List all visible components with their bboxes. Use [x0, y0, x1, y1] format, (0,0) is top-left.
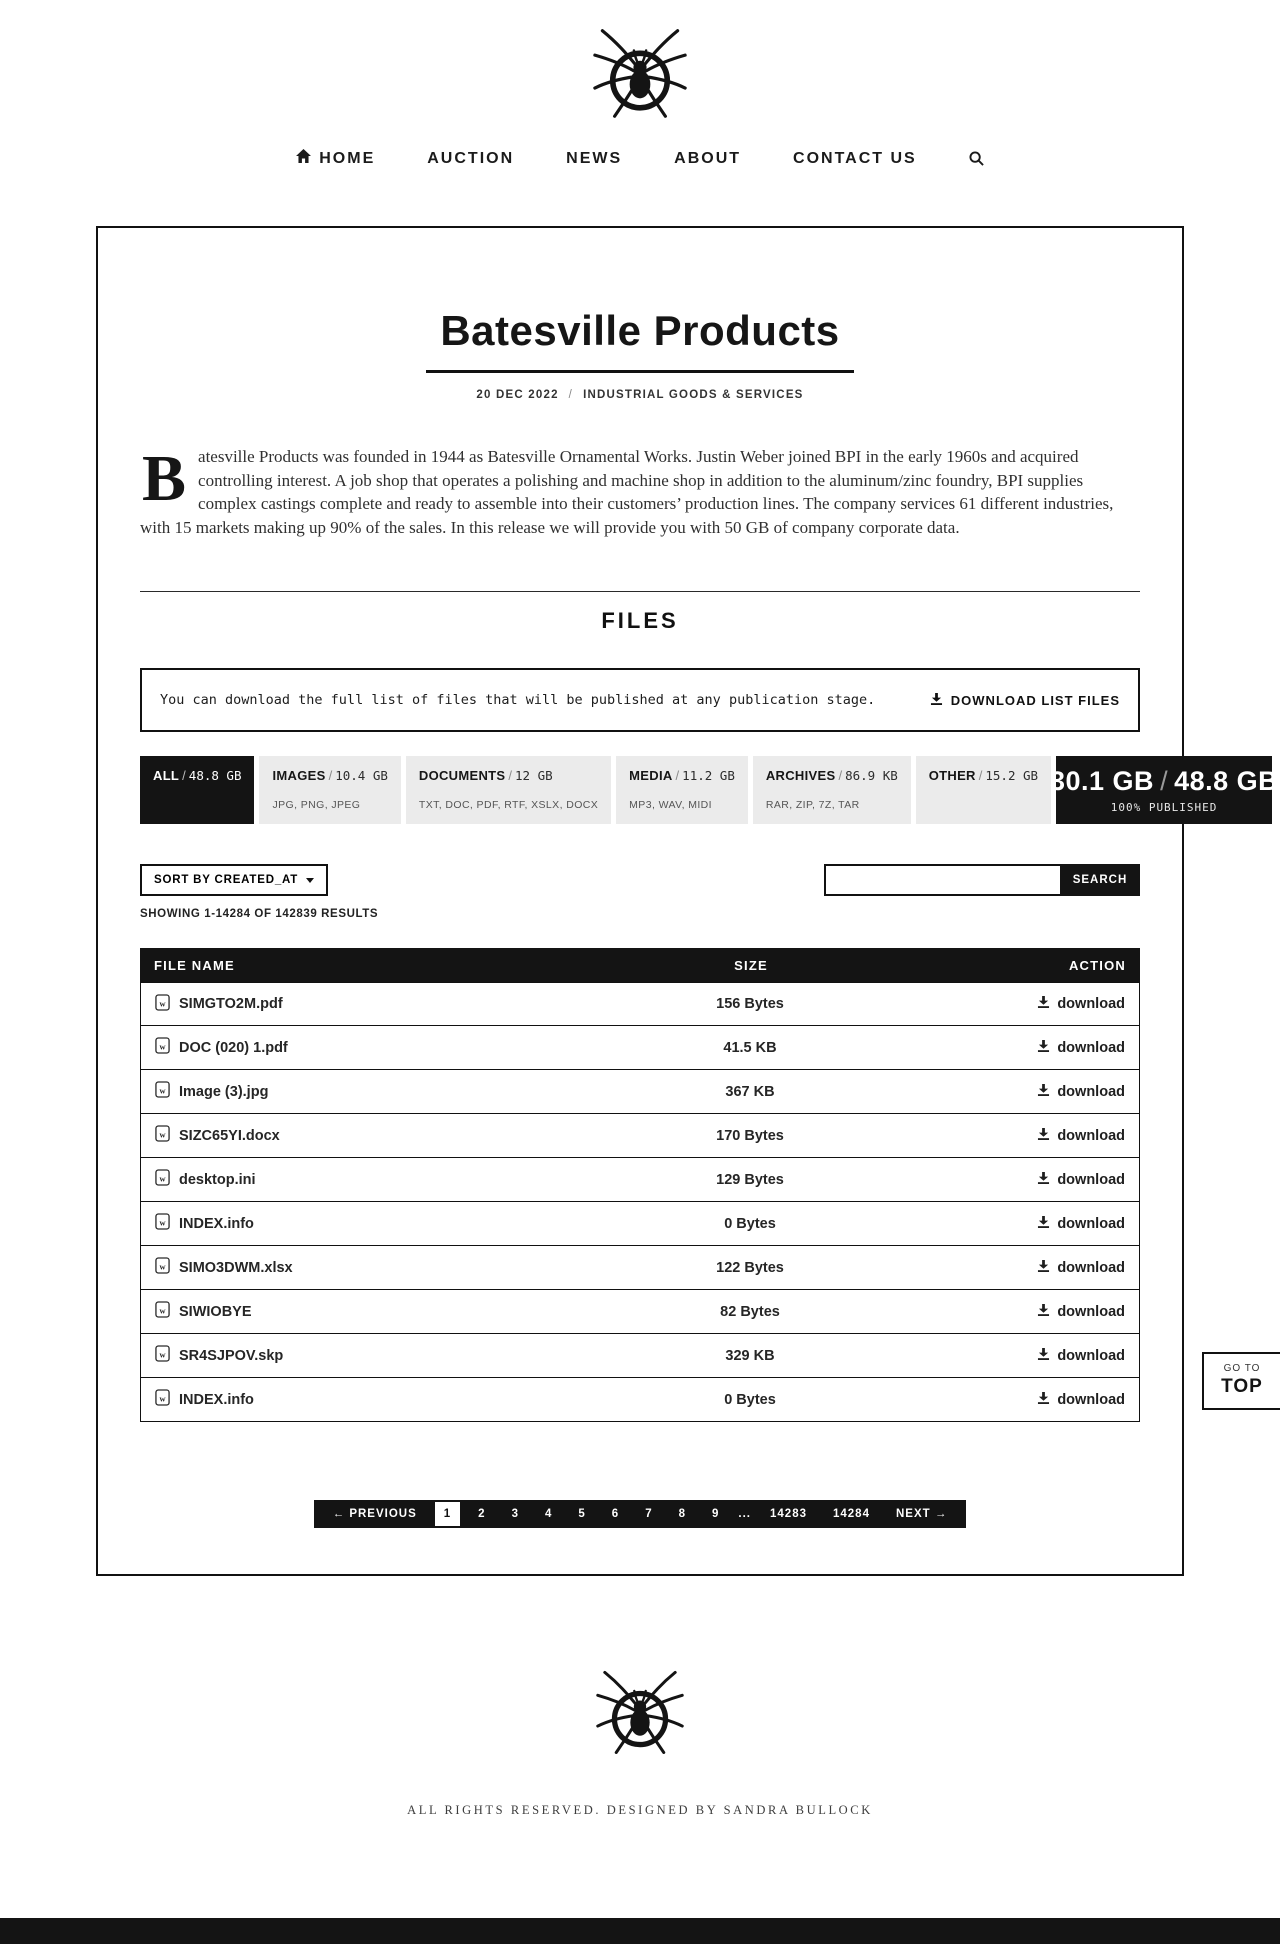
filter-tab-line [153, 768, 241, 783]
main-nav [0, 149, 1280, 168]
file-name: Image (3).jpg [179, 1083, 269, 1100]
sort-by-button[interactable] [140, 864, 328, 896]
filter-tab-label: MEDIA [629, 768, 673, 783]
file-name: SIMO3DWM.xlsx [179, 1259, 293, 1276]
search-input[interactable] [824, 864, 1060, 896]
file-name: desktop.ini [179, 1171, 256, 1188]
doc-icon [155, 1301, 170, 1322]
published-status: 100% PUBLISHED [1110, 801, 1218, 814]
site-footer [0, 1668, 1280, 1818]
file-name: SIWIOBYE [179, 1303, 252, 1320]
table-row [140, 1026, 1140, 1070]
download-link[interactable] [1037, 1172, 1125, 1188]
filter-tabs [140, 756, 1279, 824]
file-action-cell [915, 1259, 1125, 1277]
download-icon [1037, 1304, 1050, 1320]
svg-text:w: w [159, 1041, 166, 1052]
table-row [140, 1202, 1140, 1246]
post-date: 20 DEC 2022 [476, 389, 559, 402]
download-icon [1037, 1128, 1050, 1144]
published-total: 48.8 GB [1174, 766, 1279, 796]
doc-icon [155, 1081, 170, 1102]
pagination-page-8[interactable]: 8 [678, 1508, 687, 1520]
filter-tab-size: 10.4 GB [335, 768, 388, 783]
filter-tab-media[interactable] [616, 756, 748, 824]
filter-tab-label: DOCUMENTS [418, 768, 506, 783]
download-link[interactable] [1037, 1216, 1125, 1232]
bottom-bar [0, 1918, 1280, 1944]
nav-item-contact-us[interactable] [793, 150, 917, 168]
post-head [140, 308, 1140, 401]
file-name-cell [155, 1213, 585, 1234]
file-name: DOC (020) 1.pdf [179, 1039, 288, 1056]
sort-by-label: SORT BY CREATED_AT [154, 874, 299, 886]
file-size-cell: 0 Bytes [724, 1391, 776, 1408]
filter-tab-separator: / [978, 768, 983, 783]
published-current: 30.1 GB [1050, 766, 1155, 796]
pagination-page-3[interactable]: 3 [511, 1508, 519, 1520]
footer-text: ALL RIGHTS RESERVED. DESIGNED BY SANDRA BULLOCK [407, 1803, 873, 1817]
table-row [140, 1378, 1140, 1422]
filter-tab-types: MP3, WAV, MIDI [629, 799, 712, 811]
filter-tab-documents[interactable] [406, 756, 611, 824]
table-row [140, 1114, 1140, 1158]
filter-tab-separator: / [182, 768, 186, 783]
filter-tab-line [419, 768, 598, 783]
filter-tab-label: ALL [153, 768, 180, 783]
doc-icon [155, 1345, 170, 1366]
notice-text: You can download the full list of files that will be published at any publication stage. [160, 692, 876, 708]
filter-tab-size: 86.9 KB [845, 768, 898, 783]
download-icon [930, 693, 943, 708]
download-list-files-button[interactable] [930, 693, 1120, 708]
dropcap: B [142, 442, 187, 516]
spider-logo [592, 26, 688, 120]
file-size-cell: 82 Bytes [720, 1303, 780, 1320]
filter-tab-label: OTHER [928, 768, 976, 783]
doc-icon [155, 1037, 170, 1058]
svg-text:w: w [159, 998, 166, 1009]
column-header-size: SIZE [734, 957, 768, 973]
file-name: SR4SJPOV.skp [179, 1347, 284, 1364]
download-label: download [1057, 1127, 1125, 1144]
pagination-page-14283[interactable]: 14283 [770, 1508, 807, 1520]
svg-text:w: w [159, 1173, 166, 1184]
table-row [140, 1290, 1140, 1334]
files-heading: FILES [601, 608, 679, 633]
download-label: download [1057, 996, 1125, 1012]
filter-tab-line [929, 768, 1038, 783]
filter-tab-line [766, 768, 898, 783]
filter-tab-separator: / [675, 768, 680, 783]
pagination-page-7[interactable]: 7 [645, 1508, 653, 1520]
nav-item-auction[interactable] [427, 150, 514, 168]
file-action-cell [915, 1127, 1125, 1145]
file-name-cell [155, 1389, 585, 1410]
file-name: SIZC65YI.docx [179, 1127, 280, 1144]
download-icon [1037, 1260, 1050, 1276]
download-label: download [1057, 1171, 1125, 1188]
pagination-page-1[interactable]: 1 [435, 1502, 460, 1526]
download-list-label: DOWNLOAD LIST FILES [950, 692, 1120, 708]
file-name: INDEX.info [179, 1391, 254, 1408]
file-name-cell [155, 1037, 585, 1058]
file-name-cell [155, 1081, 585, 1102]
file-name: INDEX.info [179, 1215, 254, 1232]
file-name-cell [155, 994, 585, 1015]
download-notice-strip [140, 668, 1140, 732]
pagination-wrap [140, 1500, 1140, 1528]
results-count: SHOWING 1-14284 OF 142839 RESULTS [140, 908, 379, 920]
nav-item-label: CONTACT US [793, 149, 917, 167]
site-header [0, 0, 1280, 168]
svg-text:w: w [159, 1305, 166, 1316]
column-header-action: ACTION [1068, 957, 1126, 973]
filter-tab-archives[interactable] [753, 756, 911, 824]
download-link[interactable] [1037, 1040, 1125, 1056]
search-group [824, 864, 1140, 896]
download-icon [1037, 1216, 1050, 1232]
pagination-page-9[interactable]: 9 [712, 1508, 720, 1520]
file-size-cell: 129 Bytes [716, 1171, 784, 1188]
published-size [1050, 766, 1278, 797]
pagination-ellipsis: ... [738, 1508, 752, 1520]
svg-text:w: w [159, 1393, 166, 1404]
table-row [140, 1158, 1140, 1202]
download-label: download [1057, 1303, 1125, 1320]
nav-item-label: NEWS [566, 149, 623, 167]
pagination-page-2[interactable]: 2 [478, 1508, 486, 1520]
download-link[interactable] [1037, 1392, 1125, 1408]
file-size-cell: 367 KB [725, 1083, 775, 1100]
download-label: download [1057, 1259, 1125, 1276]
filter-tab-all[interactable] [140, 756, 254, 824]
file-name-cell [155, 1125, 585, 1146]
file-name-cell [155, 1345, 585, 1366]
file-size-cell: 0 Bytes [724, 1215, 776, 1232]
download-label: download [1057, 1347, 1125, 1364]
table-row [140, 1246, 1140, 1290]
filter-tab-label: ARCHIVES [765, 768, 836, 783]
file-action-cell [915, 1303, 1125, 1321]
search-icon[interactable] [969, 151, 984, 166]
nav-item-home[interactable] [296, 149, 375, 168]
download-label: download [1057, 1215, 1125, 1232]
download-icon [1037, 1084, 1050, 1100]
svg-text:w: w [159, 1085, 166, 1096]
filter-tab-types: JPG, PNG, JPEG [272, 799, 361, 811]
file-table [140, 948, 1140, 1422]
filter-tab-size: 11.2 GB [682, 768, 735, 783]
nav-item-about[interactable] [674, 150, 741, 168]
doc-icon [155, 1125, 170, 1146]
file-action-cell [915, 995, 1125, 1013]
caret-down-icon [306, 878, 314, 883]
pagination-page-4[interactable]: 4 [544, 1508, 553, 1520]
nav-item-label: ABOUT [674, 149, 742, 167]
file-size-cell: 156 Bytes [716, 996, 784, 1012]
download-link[interactable] [1037, 1084, 1125, 1100]
download-link[interactable] [1037, 1304, 1125, 1320]
filter-tab-images[interactable] [259, 756, 400, 824]
post-meta [140, 389, 1140, 401]
download-icon [1037, 1392, 1050, 1408]
download-label: download [1057, 1039, 1125, 1056]
file-name-cell [155, 1257, 585, 1278]
file-action-cell [915, 1039, 1125, 1057]
file-action-cell [915, 1391, 1125, 1409]
nav-item-label: AUCTION [427, 149, 515, 167]
filter-tab-types: RAR, ZIP, 7Z, TAR [765, 799, 860, 811]
download-link[interactable] [1037, 1348, 1125, 1364]
file-table-body [140, 982, 1140, 1422]
page-title: Batesville Products [426, 308, 853, 373]
file-table-header [140, 948, 1140, 982]
svg-text:w: w [159, 1261, 166, 1272]
filter-tab-line [629, 768, 735, 783]
svg-text:w: w [159, 1217, 166, 1228]
file-name-cell [155, 1301, 585, 1322]
download-label: download [1057, 1083, 1125, 1100]
table-row [140, 1334, 1140, 1378]
file-action-cell [915, 1171, 1125, 1189]
column-header-file-name: FILE NAME [154, 957, 235, 973]
pagination-next[interactable]: NEXT → [895, 1508, 948, 1520]
published-separator: / [1160, 766, 1169, 796]
download-label: download [1057, 1391, 1125, 1408]
filter-tab-size: 48.8 GB [188, 768, 242, 783]
file-size-cell: 329 KB [725, 1347, 775, 1364]
filter-tab-types: TXT, DOC, PDF, RTF, XSLX, DOCX [418, 799, 599, 811]
file-size-cell: 41.5 KB [723, 1039, 777, 1056]
pagination-previous[interactable]: ← PREVIOUS [332, 1508, 417, 1520]
published-size-box [1050, 756, 1279, 824]
doc-icon [155, 1257, 170, 1278]
pagination-page-5[interactable]: 5 [578, 1508, 586, 1520]
filter-tab-separator: / [838, 768, 843, 783]
controls-row [140, 864, 1140, 896]
nav-item-news[interactable] [566, 150, 622, 168]
download-link[interactable] [1037, 996, 1125, 1012]
filter-tab-size: 12 GB [515, 768, 553, 783]
go-to-top-line1: GO TO [1223, 1363, 1261, 1374]
pagination-page-14284[interactable]: 14284 [833, 1508, 870, 1520]
file-action-cell [915, 1347, 1125, 1365]
download-link[interactable] [1037, 1260, 1125, 1276]
pagination [314, 1500, 967, 1528]
meta-separator: / [568, 389, 574, 402]
table-row [140, 1070, 1140, 1114]
filter-tab-separator: / [508, 768, 512, 783]
download-link[interactable] [1037, 1128, 1125, 1144]
file-action-cell [915, 1215, 1125, 1233]
go-to-top-button[interactable] [1202, 1352, 1280, 1410]
svg-text:w: w [159, 1129, 166, 1140]
download-icon [1037, 1348, 1050, 1364]
filter-tab-line [272, 768, 387, 783]
filter-tab-other[interactable] [916, 756, 1051, 824]
file-name: SIMGTO2M.pdf [179, 996, 283, 1012]
doc-icon [155, 994, 170, 1015]
filter-tab-size: 15.2 GB [985, 768, 1039, 783]
search-button[interactable]: SEARCH [1060, 864, 1140, 896]
post-category: INDUSTRIAL GOODS & SERVICES [583, 389, 804, 402]
doc-icon [155, 1169, 170, 1190]
post-body [140, 442, 1140, 539]
download-icon [1037, 1172, 1050, 1188]
file-action-cell [915, 1083, 1125, 1101]
go-to-top-line2: TOP [1221, 1376, 1263, 1397]
post-body-text: atesville Products was founded in 1944 as Batesville Ornamental Works. Justin Weber joined BPI in the early 1960s and acquired controlling interest. A job shop that operates a polishing and machine shop in addition to the aluminum/zinc foundry, BPI supplies complex castings complete and ready to assemble into their customers’ production lines. The company services 61 different industries, with 15 markets making up 90% of the sales. In this release we will provide you with 50 GB of company corporate data. [140, 447, 1114, 537]
table-row [140, 982, 1140, 1026]
pagination-page-6[interactable]: 6 [611, 1508, 620, 1520]
file-size-cell: 170 Bytes [716, 1127, 784, 1144]
svg-text:w: w [159, 1349, 166, 1360]
spider-logo-footer [595, 1668, 685, 1756]
file-size-cell: 122 Bytes [716, 1259, 784, 1276]
nav-item-label: HOME [319, 149, 376, 167]
download-icon [1037, 1040, 1050, 1056]
download-icon [1037, 996, 1050, 1012]
home-icon [296, 149, 311, 168]
file-name-cell [155, 1169, 585, 1190]
doc-icon [155, 1389, 170, 1410]
divider [140, 591, 1140, 592]
filter-tab-label: IMAGES [272, 768, 326, 783]
doc-icon [155, 1213, 170, 1234]
filter-tab-separator: / [328, 768, 333, 783]
